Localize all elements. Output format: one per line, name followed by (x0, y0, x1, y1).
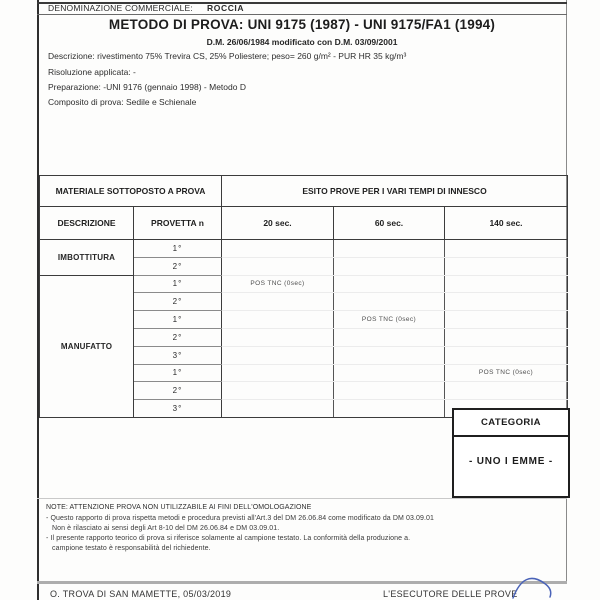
result-20sec (222, 328, 334, 346)
result-140sec (445, 240, 568, 258)
col-descrizione: DESCRIZIONE (40, 207, 134, 240)
note-line: campione testato è responsabilità del richiedente. (52, 545, 211, 552)
provetta-cell: 1° (134, 275, 222, 293)
col-140sec: 140 sec. (445, 207, 568, 240)
provetta-cell: 2° (134, 293, 222, 311)
result-20sec (222, 364, 334, 382)
result-20sec (222, 240, 334, 258)
result-140sec (445, 293, 568, 311)
provetta-cell: 3° (134, 400, 222, 418)
result-60sec: POS TNC (0sec) (334, 311, 445, 329)
footer-esecutore-label: L'ESECUTORE DELLE PROVE (383, 589, 518, 599)
result-20sec (222, 293, 334, 311)
notes-top-rule (37, 498, 567, 499)
result-20sec (222, 311, 334, 329)
result-60sec (334, 293, 445, 311)
table-header-row-1 (40, 176, 568, 207)
result-140sec (445, 328, 568, 346)
col-60sec: 60 sec. (334, 207, 445, 240)
result-20sec (222, 346, 334, 364)
signature-pen-stroke (510, 575, 558, 600)
result-20sec (222, 257, 334, 275)
provetta-cell: 2° (134, 257, 222, 275)
result-60sec (334, 346, 445, 364)
composito-line: Composito di prova: Sedile e Schienale (48, 97, 197, 107)
header-esito: ESITO PROVE PER I VARI TEMPI DI INNESCO (222, 176, 568, 207)
table-row (40, 240, 568, 258)
col-provetta: PROVETTA n (134, 207, 222, 240)
result-140sec (445, 257, 568, 275)
provetta-cell: 1° (134, 364, 222, 382)
descrizione-line: Descrizione: rivestimento 75% Trevira CS, 25% Poliestere; peso= 260 g/m² - PUR HR 35 kg/m³ (48, 51, 407, 61)
result-60sec (334, 240, 445, 258)
group-imbottitura: IMBOTTITURA (40, 240, 134, 276)
result-140sec: POS TNC (0sec) (445, 364, 568, 382)
result-60sec (334, 382, 445, 400)
metodo-di-prova-title: METODO DI PROVA: UNI 9175 (1987) - UNI 9175/FA1 (1994) (108, 17, 496, 32)
table-row (40, 275, 568, 293)
provetta-cell: 2° (134, 328, 222, 346)
result-60sec (334, 257, 445, 275)
results-table (39, 175, 568, 418)
result-60sec (334, 275, 445, 293)
group-manufatto: MANUFATTO (40, 275, 134, 417)
risoluzione-line: Risoluzione applicata: - (48, 67, 136, 77)
decreto-line: D.M. 26/06/1984 modificato con D.M. 03/09/2001 (206, 37, 398, 47)
notes-block (46, 503, 551, 554)
result-140sec (445, 275, 568, 293)
note-line: - Il presente rapporto teorico di prova si riferisce solamente al campione testato. La conformità della produzione a. (46, 535, 411, 542)
result-20sec: POS TNC (0sec) (222, 275, 334, 293)
result-20sec (222, 400, 334, 418)
provetta-cell: 2° (134, 382, 222, 400)
denominazione-label: DENOMINAZIONE COMMERCIALE: (48, 3, 193, 13)
footer-rule (37, 581, 567, 584)
categoria-value: - UNO I EMME - (469, 456, 553, 467)
denominazione-value: ROCCIA (207, 3, 245, 13)
result-60sec (334, 364, 445, 382)
result-140sec (445, 382, 568, 400)
footer-place-date: O. TROVA DI SAN MAMETTE, 05/03/2019 (50, 589, 232, 599)
categoria-box (452, 408, 570, 498)
categoria-label: CATEGORIA (454, 410, 568, 437)
result-60sec (334, 400, 445, 418)
col-20sec: 20 sec. (222, 207, 334, 240)
denominazione-row (48, 3, 244, 13)
result-140sec (445, 311, 568, 329)
result-20sec (222, 382, 334, 400)
denominazione-rule (37, 14, 567, 15)
note-line: Non è rilasciato ai sensi degli Art 8-10 del DM 26.06.84 e DM 03.09.01. (52, 525, 280, 532)
notes-title: NOTE: ATTENZIONE PROVA NON UTILIZZABILE AI FINI DELL'OMOLOGAZIONE (46, 504, 312, 511)
provetta-cell: 1° (134, 240, 222, 258)
header-materiale: MATERIALE SOTTOPOSTO A PROVA (40, 176, 222, 207)
result-140sec (445, 346, 568, 364)
result-60sec (334, 328, 445, 346)
preparazione-line: Preparazione: -UNI 9176 (gennaio 1998) - Metodo D (48, 82, 246, 92)
table-header-row-2 (40, 207, 568, 240)
provetta-cell: 1° (134, 311, 222, 329)
provetta-cell: 3° (134, 346, 222, 364)
note-line: - Questo rapporto di prova rispetta metodi e procedura previsti all'Art.3 del DM 26.06.84 come modificato da DM 03.09.01 (46, 515, 435, 522)
